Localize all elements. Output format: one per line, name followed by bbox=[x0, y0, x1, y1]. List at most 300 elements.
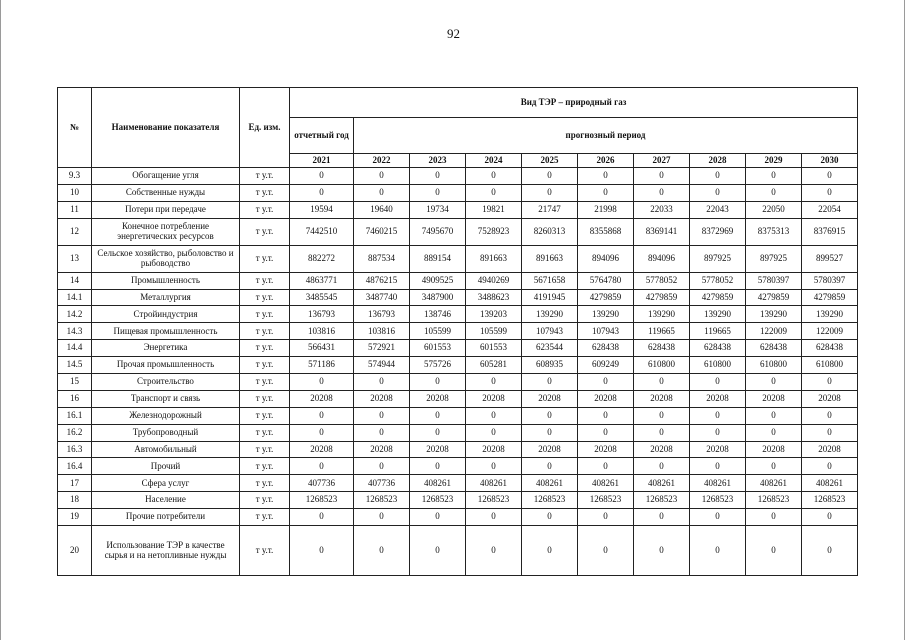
table-row bbox=[58, 323, 858, 340]
value-cell: 0 bbox=[290, 424, 354, 441]
value-cell: 0 bbox=[410, 407, 466, 424]
value-cell: 5780397 bbox=[746, 272, 802, 289]
value-cell: 1268523 bbox=[802, 492, 858, 509]
value-cell: 575726 bbox=[410, 357, 466, 374]
row-number: 11 bbox=[58, 201, 92, 218]
row-indicator-name: Трубопроводный bbox=[92, 424, 240, 441]
value-cell: 891663 bbox=[466, 245, 522, 272]
row-indicator-name: Стройиндустрия bbox=[92, 306, 240, 323]
value-cell: 0 bbox=[802, 526, 858, 576]
row-unit: т у.т. bbox=[240, 492, 290, 509]
value-cell: 20208 bbox=[466, 441, 522, 458]
value-cell: 0 bbox=[466, 407, 522, 424]
table-header bbox=[58, 88, 858, 168]
value-cell: 0 bbox=[354, 184, 410, 201]
row-indicator-name: Сельское хозяйство, рыболовство и рыбоводство bbox=[92, 245, 240, 272]
value-cell: 107943 bbox=[578, 323, 634, 340]
value-cell: 0 bbox=[290, 374, 354, 391]
value-cell: 7460215 bbox=[354, 218, 410, 245]
value-cell: 601553 bbox=[466, 340, 522, 357]
value-cell: 0 bbox=[746, 407, 802, 424]
value-cell: 0 bbox=[802, 458, 858, 475]
header-year: 2027 bbox=[634, 154, 690, 168]
value-cell: 122009 bbox=[746, 323, 802, 340]
value-cell: 0 bbox=[802, 407, 858, 424]
row-indicator-name: Обогащение угля bbox=[92, 168, 240, 185]
table-row bbox=[58, 458, 858, 475]
table-row bbox=[58, 272, 858, 289]
value-cell: 0 bbox=[802, 374, 858, 391]
value-cell: 609249 bbox=[578, 357, 634, 374]
value-cell: 0 bbox=[802, 424, 858, 441]
value-cell: 19821 bbox=[466, 201, 522, 218]
row-number: 19 bbox=[58, 509, 92, 526]
value-cell: 20208 bbox=[354, 441, 410, 458]
value-cell: 20208 bbox=[410, 441, 466, 458]
value-cell: 610800 bbox=[802, 357, 858, 374]
value-cell: 408261 bbox=[466, 475, 522, 492]
value-cell: 0 bbox=[354, 168, 410, 185]
value-cell: 628438 bbox=[634, 340, 690, 357]
value-cell: 139290 bbox=[522, 306, 578, 323]
value-cell: 20208 bbox=[290, 441, 354, 458]
value-cell: 20208 bbox=[746, 390, 802, 407]
value-cell: 0 bbox=[290, 526, 354, 576]
value-cell: 4279859 bbox=[634, 289, 690, 306]
value-cell: 0 bbox=[354, 526, 410, 576]
value-cell: 610800 bbox=[634, 357, 690, 374]
value-cell: 0 bbox=[746, 509, 802, 526]
value-cell: 4279859 bbox=[802, 289, 858, 306]
header-number: № bbox=[58, 88, 92, 168]
value-cell: 22043 bbox=[690, 201, 746, 218]
value-cell: 20208 bbox=[634, 390, 690, 407]
value-cell: 0 bbox=[290, 184, 354, 201]
row-number: 18 bbox=[58, 492, 92, 509]
value-cell: 0 bbox=[466, 184, 522, 201]
header-year: 2025 bbox=[522, 154, 578, 168]
value-cell: 1268523 bbox=[690, 492, 746, 509]
value-cell: 0 bbox=[410, 168, 466, 185]
value-cell: 0 bbox=[634, 458, 690, 475]
value-cell: 0 bbox=[410, 458, 466, 475]
value-cell: 0 bbox=[466, 374, 522, 391]
row-number: 15 bbox=[58, 374, 92, 391]
value-cell: 21998 bbox=[578, 201, 634, 218]
row-unit: т у.т. bbox=[240, 458, 290, 475]
value-cell: 139203 bbox=[466, 306, 522, 323]
value-cell: 0 bbox=[690, 374, 746, 391]
value-cell: 122009 bbox=[802, 323, 858, 340]
value-cell: 408261 bbox=[410, 475, 466, 492]
value-cell: 103816 bbox=[354, 323, 410, 340]
table-row bbox=[58, 374, 858, 391]
row-unit: т у.т. bbox=[240, 407, 290, 424]
value-cell: 0 bbox=[578, 168, 634, 185]
value-cell: 5778052 bbox=[634, 272, 690, 289]
table-row bbox=[58, 509, 858, 526]
value-cell: 0 bbox=[522, 184, 578, 201]
value-cell: 0 bbox=[410, 509, 466, 526]
value-cell: 0 bbox=[410, 374, 466, 391]
value-cell: 1268523 bbox=[746, 492, 802, 509]
row-number: 14.1 bbox=[58, 289, 92, 306]
value-cell: 610800 bbox=[746, 357, 802, 374]
row-number: 17 bbox=[58, 475, 92, 492]
row-number: 14.4 bbox=[58, 340, 92, 357]
value-cell: 623544 bbox=[522, 340, 578, 357]
row-unit: т у.т. bbox=[240, 357, 290, 374]
value-cell: 894096 bbox=[634, 245, 690, 272]
value-cell: 105599 bbox=[466, 323, 522, 340]
row-indicator-name: Прочие потребители bbox=[92, 509, 240, 526]
value-cell: 22050 bbox=[746, 201, 802, 218]
header-year: 2024 bbox=[466, 154, 522, 168]
energy-balance-table bbox=[57, 87, 858, 576]
table-row bbox=[58, 407, 858, 424]
table-row bbox=[58, 357, 858, 374]
value-cell: 574944 bbox=[354, 357, 410, 374]
value-cell: 0 bbox=[690, 526, 746, 576]
row-indicator-name: Использование ТЭР в качестве сырья и на нетопливные нужды bbox=[92, 526, 240, 576]
value-cell: 0 bbox=[578, 509, 634, 526]
value-cell: 19594 bbox=[290, 201, 354, 218]
value-cell: 0 bbox=[354, 509, 410, 526]
value-cell: 408261 bbox=[802, 475, 858, 492]
value-cell: 0 bbox=[802, 509, 858, 526]
value-cell: 0 bbox=[746, 184, 802, 201]
value-cell: 4191945 bbox=[522, 289, 578, 306]
row-number: 16.3 bbox=[58, 441, 92, 458]
value-cell: 889154 bbox=[410, 245, 466, 272]
row-indicator-name: Сфера услуг bbox=[92, 475, 240, 492]
value-cell: 105599 bbox=[410, 323, 466, 340]
header-year: 2026 bbox=[578, 154, 634, 168]
value-cell: 0 bbox=[466, 458, 522, 475]
value-cell: 0 bbox=[354, 424, 410, 441]
table-row bbox=[58, 184, 858, 201]
value-cell: 22033 bbox=[634, 201, 690, 218]
row-indicator-name: Промышленность bbox=[92, 272, 240, 289]
row-unit: т у.т. bbox=[240, 272, 290, 289]
row-unit: т у.т. bbox=[240, 306, 290, 323]
value-cell: 0 bbox=[634, 374, 690, 391]
value-cell: 8375313 bbox=[746, 218, 802, 245]
value-cell: 891663 bbox=[522, 245, 578, 272]
header-report-year: отчетный год bbox=[290, 118, 354, 154]
value-cell: 407736 bbox=[354, 475, 410, 492]
value-cell: 0 bbox=[690, 458, 746, 475]
value-cell: 0 bbox=[290, 407, 354, 424]
row-number: 16.2 bbox=[58, 424, 92, 441]
value-cell: 0 bbox=[634, 184, 690, 201]
row-number: 10 bbox=[58, 184, 92, 201]
value-cell: 408261 bbox=[522, 475, 578, 492]
row-indicator-name: Автомобильный bbox=[92, 441, 240, 458]
value-cell: 0 bbox=[466, 509, 522, 526]
value-cell: 5671658 bbox=[522, 272, 578, 289]
value-cell: 136793 bbox=[290, 306, 354, 323]
row-indicator-name: Энергетика bbox=[92, 340, 240, 357]
header-year: 2021 bbox=[290, 154, 354, 168]
row-indicator-name: Население bbox=[92, 492, 240, 509]
value-cell: 3485545 bbox=[290, 289, 354, 306]
value-cell: 0 bbox=[578, 407, 634, 424]
row-indicator-name: Потери при передаче bbox=[92, 201, 240, 218]
value-cell: 601553 bbox=[410, 340, 466, 357]
value-cell: 20208 bbox=[802, 441, 858, 458]
value-cell: 119665 bbox=[634, 323, 690, 340]
table-row bbox=[58, 340, 858, 357]
value-cell: 1268523 bbox=[466, 492, 522, 509]
row-unit: т у.т. bbox=[240, 245, 290, 272]
row-indicator-name: Прочая промышленность bbox=[92, 357, 240, 374]
value-cell: 0 bbox=[746, 424, 802, 441]
value-cell: 897925 bbox=[746, 245, 802, 272]
value-cell: 139290 bbox=[802, 306, 858, 323]
value-cell: 8355868 bbox=[578, 218, 634, 245]
value-cell: 628438 bbox=[746, 340, 802, 357]
value-cell: 0 bbox=[522, 458, 578, 475]
value-cell: 139290 bbox=[578, 306, 634, 323]
value-cell: 0 bbox=[690, 509, 746, 526]
value-cell: 20208 bbox=[802, 390, 858, 407]
header-year: 2022 bbox=[354, 154, 410, 168]
value-cell: 139290 bbox=[746, 306, 802, 323]
row-unit: т у.т. bbox=[240, 168, 290, 185]
value-cell: 21747 bbox=[522, 201, 578, 218]
value-cell: 0 bbox=[746, 168, 802, 185]
value-cell: 0 bbox=[634, 168, 690, 185]
row-number: 14.2 bbox=[58, 306, 92, 323]
value-cell: 0 bbox=[290, 509, 354, 526]
value-cell: 610800 bbox=[690, 357, 746, 374]
value-cell: 8369141 bbox=[634, 218, 690, 245]
row-number: 16 bbox=[58, 390, 92, 407]
row-unit: т у.т. bbox=[240, 390, 290, 407]
value-cell: 4876215 bbox=[354, 272, 410, 289]
row-indicator-name: Конечное потребление энергетических ресурсов bbox=[92, 218, 240, 245]
header-forecast-period: прогнозный период bbox=[354, 118, 858, 154]
header-year: 2023 bbox=[410, 154, 466, 168]
value-cell: 139290 bbox=[634, 306, 690, 323]
row-unit: т у.т. bbox=[240, 184, 290, 201]
table-row bbox=[58, 201, 858, 218]
value-cell: 0 bbox=[522, 424, 578, 441]
value-cell: 20208 bbox=[410, 390, 466, 407]
value-cell: 4940269 bbox=[466, 272, 522, 289]
value-cell: 0 bbox=[522, 526, 578, 576]
value-cell: 1268523 bbox=[290, 492, 354, 509]
row-number: 16.4 bbox=[58, 458, 92, 475]
table-row bbox=[58, 390, 858, 407]
value-cell: 0 bbox=[354, 407, 410, 424]
row-unit: т у.т. bbox=[240, 526, 290, 576]
value-cell: 8260313 bbox=[522, 218, 578, 245]
value-cell: 22054 bbox=[802, 201, 858, 218]
value-cell: 4279859 bbox=[746, 289, 802, 306]
value-cell: 0 bbox=[466, 168, 522, 185]
value-cell: 605281 bbox=[466, 357, 522, 374]
table-row bbox=[58, 424, 858, 441]
value-cell: 571186 bbox=[290, 357, 354, 374]
value-cell: 1268523 bbox=[578, 492, 634, 509]
value-cell: 4909525 bbox=[410, 272, 466, 289]
value-cell: 0 bbox=[634, 424, 690, 441]
value-cell: 4279859 bbox=[690, 289, 746, 306]
value-cell: 628438 bbox=[690, 340, 746, 357]
value-cell: 20208 bbox=[578, 441, 634, 458]
value-cell: 20208 bbox=[522, 390, 578, 407]
table-row bbox=[58, 218, 858, 245]
value-cell: 7442510 bbox=[290, 218, 354, 245]
value-cell: 1268523 bbox=[354, 492, 410, 509]
header-year: 2028 bbox=[690, 154, 746, 168]
row-number: 14 bbox=[58, 272, 92, 289]
value-cell: 19734 bbox=[410, 201, 466, 218]
value-cell: 408261 bbox=[634, 475, 690, 492]
page-number: 92 bbox=[447, 26, 460, 41]
value-cell: 1268523 bbox=[522, 492, 578, 509]
value-cell: 20208 bbox=[746, 441, 802, 458]
value-cell: 0 bbox=[522, 407, 578, 424]
row-unit: т у.т. bbox=[240, 201, 290, 218]
value-cell: 138746 bbox=[410, 306, 466, 323]
value-cell: 0 bbox=[690, 184, 746, 201]
value-cell: 0 bbox=[466, 424, 522, 441]
table-body bbox=[58, 168, 858, 576]
value-cell: 0 bbox=[634, 509, 690, 526]
value-cell: 0 bbox=[746, 374, 802, 391]
value-cell: 20208 bbox=[690, 441, 746, 458]
value-cell: 0 bbox=[634, 407, 690, 424]
value-cell: 408261 bbox=[690, 475, 746, 492]
value-cell: 4863771 bbox=[290, 272, 354, 289]
value-cell: 608935 bbox=[522, 357, 578, 374]
row-indicator-name: Железнодорожный bbox=[92, 407, 240, 424]
value-cell: 7528923 bbox=[466, 218, 522, 245]
row-number: 12 bbox=[58, 218, 92, 245]
value-cell: 1268523 bbox=[634, 492, 690, 509]
row-indicator-name: Строительство bbox=[92, 374, 240, 391]
value-cell: 0 bbox=[522, 168, 578, 185]
value-cell: 119665 bbox=[690, 323, 746, 340]
row-indicator-name: Собственные нужды bbox=[92, 184, 240, 201]
row-number: 20 bbox=[58, 526, 92, 576]
value-cell: 1268523 bbox=[410, 492, 466, 509]
header-year: 2030 bbox=[802, 154, 858, 168]
row-number: 14.3 bbox=[58, 323, 92, 340]
row-unit: т у.т. bbox=[240, 340, 290, 357]
header-unit: Ед. изм. bbox=[240, 88, 290, 168]
row-unit: т у.т. bbox=[240, 374, 290, 391]
value-cell: 894096 bbox=[578, 245, 634, 272]
value-cell: 408261 bbox=[746, 475, 802, 492]
value-cell: 0 bbox=[746, 526, 802, 576]
value-cell: 20208 bbox=[354, 390, 410, 407]
value-cell: 0 bbox=[578, 526, 634, 576]
value-cell: 0 bbox=[690, 407, 746, 424]
row-unit: т у.т. bbox=[240, 475, 290, 492]
row-indicator-name: Металлургия bbox=[92, 289, 240, 306]
value-cell: 8376915 bbox=[802, 218, 858, 245]
value-cell: 628438 bbox=[802, 340, 858, 357]
value-cell: 0 bbox=[354, 458, 410, 475]
value-cell: 0 bbox=[410, 526, 466, 576]
value-cell: 0 bbox=[634, 526, 690, 576]
value-cell: 0 bbox=[746, 458, 802, 475]
value-cell: 0 bbox=[410, 424, 466, 441]
value-cell: 0 bbox=[354, 374, 410, 391]
row-unit: т у.т. bbox=[240, 441, 290, 458]
value-cell: 0 bbox=[578, 458, 634, 475]
row-number: 14.5 bbox=[58, 357, 92, 374]
value-cell: 20208 bbox=[690, 390, 746, 407]
table-row bbox=[58, 289, 858, 306]
value-cell: 5764780 bbox=[578, 272, 634, 289]
table-row bbox=[58, 168, 858, 185]
value-cell: 3487740 bbox=[354, 289, 410, 306]
value-cell: 0 bbox=[578, 424, 634, 441]
value-cell: 0 bbox=[690, 168, 746, 185]
row-indicator-name: Пищевая промышленность bbox=[92, 323, 240, 340]
value-cell: 0 bbox=[578, 374, 634, 391]
value-cell: 0 bbox=[802, 168, 858, 185]
value-cell: 897925 bbox=[690, 245, 746, 272]
value-cell: 572921 bbox=[354, 340, 410, 357]
value-cell: 899527 bbox=[802, 245, 858, 272]
value-cell: 20208 bbox=[290, 390, 354, 407]
value-cell: 0 bbox=[410, 184, 466, 201]
value-cell: 5780397 bbox=[802, 272, 858, 289]
table-row bbox=[58, 492, 858, 509]
table-row bbox=[58, 475, 858, 492]
value-cell: 20208 bbox=[634, 441, 690, 458]
value-cell: 139290 bbox=[690, 306, 746, 323]
header-year: 2029 bbox=[746, 154, 802, 168]
table-row bbox=[58, 245, 858, 272]
value-cell: 103816 bbox=[290, 323, 354, 340]
value-cell: 20208 bbox=[466, 390, 522, 407]
row-unit: т у.т. bbox=[240, 424, 290, 441]
row-indicator-name: Прочий bbox=[92, 458, 240, 475]
value-cell: 887534 bbox=[354, 245, 410, 272]
value-cell: 882272 bbox=[290, 245, 354, 272]
row-number: 9.3 bbox=[58, 168, 92, 185]
row-unit: т у.т. bbox=[240, 218, 290, 245]
value-cell: 5778052 bbox=[690, 272, 746, 289]
value-cell: 628438 bbox=[578, 340, 634, 357]
value-cell: 0 bbox=[466, 526, 522, 576]
value-cell: 20208 bbox=[578, 390, 634, 407]
value-cell: 0 bbox=[802, 184, 858, 201]
table-row bbox=[58, 306, 858, 323]
value-cell: 107943 bbox=[522, 323, 578, 340]
value-cell: 0 bbox=[690, 424, 746, 441]
row-unit: т у.т. bbox=[240, 289, 290, 306]
value-cell: 20208 bbox=[522, 441, 578, 458]
value-cell: 8372969 bbox=[690, 218, 746, 245]
value-cell: 408261 bbox=[578, 475, 634, 492]
value-cell: 0 bbox=[522, 374, 578, 391]
value-cell: 0 bbox=[290, 168, 354, 185]
value-cell: 19640 bbox=[354, 201, 410, 218]
table-row bbox=[58, 441, 858, 458]
value-cell: 0 bbox=[290, 458, 354, 475]
table-row bbox=[58, 526, 858, 576]
value-cell: 136793 bbox=[354, 306, 410, 323]
value-cell: 3487900 bbox=[410, 289, 466, 306]
